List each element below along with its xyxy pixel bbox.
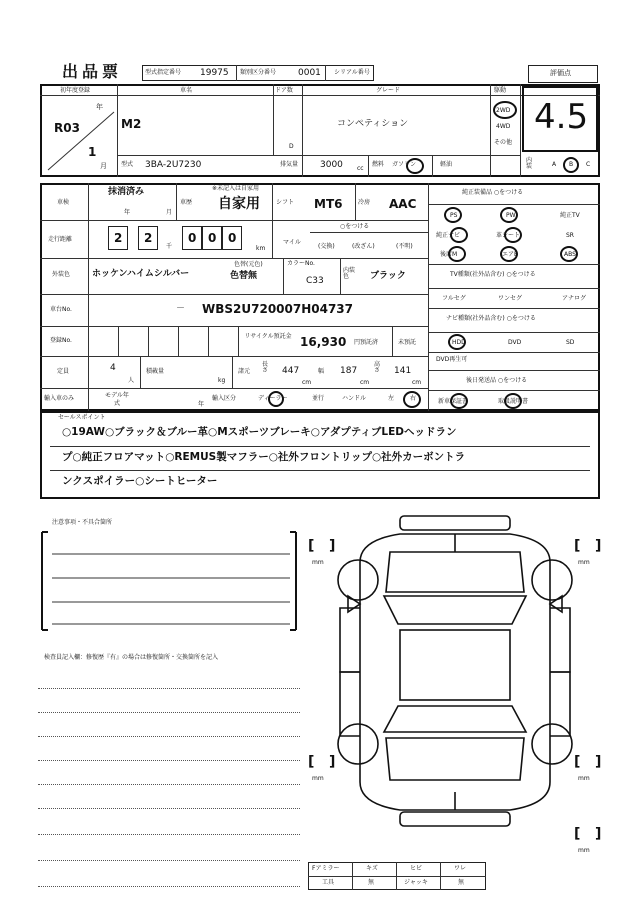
tv-oneseg: ワンセグ [498, 295, 523, 302]
handle-right: 右 [410, 395, 417, 402]
month-suffix: 月 [100, 162, 107, 170]
recycle-not-deposited: 未預託 [398, 339, 417, 346]
handle-right-circle [403, 391, 421, 408]
nav-sd: SD [566, 339, 575, 346]
diesel-label: 軽油 [440, 161, 453, 168]
nav-hdd: HDD [452, 339, 466, 346]
interior-color-label: 内装色 [343, 267, 356, 280]
equip-airbag-circle [500, 246, 518, 262]
nav-hdd-circle [448, 334, 466, 350]
color-no-value: C33 [306, 276, 324, 286]
later-manual-circle [504, 393, 522, 409]
length-unit: cm [302, 379, 312, 386]
mileage-label: 走行距離 [48, 236, 73, 243]
type-designation-label: 型式指定番号 [145, 69, 182, 76]
import-dealer-circle [268, 391, 284, 407]
mileage-circle-hint: ○をつける [340, 223, 370, 230]
capacity-value: 4 [110, 363, 116, 373]
sales-point-line-1: ○19AW○ブラック＆ブルー革○Mスポーツブレーキ○アダプティブLEDヘッドラン [62, 426, 457, 438]
later-warranty-circle [450, 393, 468, 409]
capacity-unit: 人 [128, 377, 135, 384]
interior-label: 内装 [526, 157, 533, 170]
registration-diagonal [44, 98, 116, 174]
damage-value-scratch: 無 [368, 879, 375, 886]
equip-pw: PW [506, 212, 516, 219]
damage-value-jack: ジャッキ [404, 879, 428, 886]
equip-pw-circle [500, 207, 518, 223]
year-suffix: 年 [96, 103, 103, 111]
cooler-label: 冷房 [358, 199, 371, 206]
nav-title: ナビ種類(社外品含む) ○をつける [446, 315, 536, 322]
fuel-gasoline: ガソリン [392, 161, 417, 168]
mileage-opt-unknown: (不明) [396, 243, 413, 250]
score-label: 評価点 [550, 69, 571, 77]
mileage-digit-1: 2 [114, 231, 123, 245]
shift-label: シフト [276, 199, 295, 206]
height-value: 141 [394, 366, 412, 376]
sales-point-line-2: プ○純正フロアマット○REMUS製マフラー○社外フロントリップ○社外カーボントラ [62, 451, 466, 463]
tv-analog: アナログ [562, 295, 587, 302]
interior-color-value: ブラック [370, 271, 406, 281]
equip-navi: 純正ナビ [436, 232, 461, 239]
sales-points-label: セールスポイント [58, 414, 106, 421]
fuel-gasoline-circle [406, 158, 424, 174]
type-designation-value: 19975 [200, 68, 229, 78]
mileage-unit: km [256, 245, 266, 252]
length-label: 長さ [262, 361, 269, 374]
inspector-label: 検査員記入欄：修復歴『有』の場合は修復箇所・交換箇所を記入 [44, 654, 219, 661]
tv-title: TV種類(社外品含む) ○をつける [450, 271, 536, 278]
car-name: M2 [121, 117, 142, 131]
equip-ps: PS [450, 212, 458, 219]
damage-value-tools: 工具 [322, 879, 335, 886]
registration-no-label: 登録No. [50, 337, 72, 344]
damage-value-break: 無 [458, 879, 465, 886]
later-warranty: 新車保証書 [438, 398, 469, 405]
vin-value: WBS2U720007H04737 [202, 302, 354, 316]
score-value: 4.5 [534, 97, 589, 137]
length-value: 447 [282, 366, 300, 376]
mm-rear-right: mm [578, 775, 590, 782]
use-note: ※未記入は自家用 [212, 185, 260, 192]
later-title: 後日発送品 ○をつける [466, 377, 528, 384]
mm-front-right: mm [578, 559, 590, 566]
document-title: 出品票 [62, 62, 123, 81]
model-year-label: モデル年式 [105, 392, 129, 407]
drive-label: 駆動 [494, 87, 507, 94]
height-unit: cm [412, 379, 422, 386]
interior-grade-b: B [569, 161, 574, 168]
equip-rear-monitor: 後席M [440, 251, 458, 258]
equip-navi-circle [450, 227, 468, 243]
mileage-digit-4: 0 [208, 231, 217, 245]
mileage-opt-mile: マイル [283, 239, 301, 246]
mm-bottom: mm [578, 847, 590, 854]
inspection-status: 抹消済み [108, 187, 145, 197]
first-registration-label: 初年度登録 [60, 87, 91, 94]
recycle-deposited: 円預託済 [354, 339, 379, 346]
later-manual: 取扱説明書 [498, 398, 529, 405]
inspection-month: 月 [166, 209, 173, 216]
load-unit: kg [218, 377, 226, 384]
width-unit: cm [360, 379, 370, 386]
interior-grade-c: C [586, 161, 591, 168]
displacement-value: 3000 [320, 160, 343, 170]
drive-other: その他 [494, 139, 513, 146]
caution-box [38, 526, 300, 636]
equip-sr: SR [566, 232, 574, 239]
door-d: D [289, 143, 294, 150]
dims-label: 諸元 [238, 368, 251, 375]
color-change-label: 色替(元色) [234, 261, 263, 268]
damage-header-crack: ヒビ [410, 865, 423, 872]
grade-label: グレード [376, 87, 401, 94]
dvd-playback: DVD再生可 [436, 356, 468, 363]
sales-point-line-3: ンクスポイラー○シートヒーター [62, 475, 218, 487]
height-label: 高さ [374, 361, 381, 374]
mileage-digit-5: 0 [228, 231, 237, 245]
inspection-label: 車検 [57, 199, 70, 206]
model-year-unit: 年 [198, 401, 205, 408]
displacement-label: 排気量 [280, 161, 299, 168]
cooler-value: AAC [389, 197, 417, 211]
recycle-label: リサイクル預託金 [244, 333, 292, 340]
interior-grade-b-circle [563, 157, 579, 173]
mm-rear-left: mm [312, 775, 324, 782]
category-number-value: 0001 [298, 68, 321, 78]
color-change-value: 色替無 [230, 271, 258, 281]
drive-4wd: 4WD [496, 123, 511, 130]
vin-label: 車台No. [50, 306, 72, 313]
equip-rear-monitor-circle [448, 246, 466, 262]
bracket-front-left: [ ] [308, 538, 336, 554]
mileage-digit-2: 2 [144, 231, 153, 245]
capacity-label: 定員 [57, 368, 70, 375]
import-parallel: 並行 [312, 395, 325, 402]
width-value: 187 [340, 366, 358, 376]
car-diagram [300, 512, 620, 832]
mileage-opt-tamper: (改ざん) [352, 243, 375, 250]
bracket-bottom: [ ] [574, 826, 602, 842]
bracket-rear-left: [ ] [308, 754, 336, 770]
load-label: 積載量 [146, 368, 165, 375]
equip-abs: ABS [564, 251, 576, 258]
model-value: 3BA-2U7230 [145, 160, 202, 170]
mileage-opt-exchange: (交換) [318, 243, 335, 250]
color-label: 外装色 [52, 271, 71, 278]
equip-abs-circle [560, 246, 578, 262]
shift-value: MT6 [314, 197, 343, 211]
registration-era-year: R03 [54, 121, 80, 135]
import-dealer: ディーラー [258, 395, 288, 402]
category-number-label: 類別区分番号 [240, 69, 277, 76]
handle-left: 左 [388, 395, 395, 402]
interior-grade-a: A [552, 161, 557, 168]
mileage-thousand: 千 [166, 243, 173, 250]
bracket-rear-right: [ ] [574, 754, 602, 770]
grade-value: コンペティション [337, 119, 409, 129]
caution-label: 注意事項・不具合箇所 [52, 519, 113, 526]
door-count-label: ドア数 [275, 87, 293, 94]
drive-2wd-circle [493, 101, 517, 119]
registration-month: 1 [88, 145, 97, 159]
car-name-label: 車名 [180, 87, 193, 94]
tv-fullseg: フルセグ [442, 295, 466, 302]
mileage-digit-3: 0 [188, 231, 197, 245]
nav-dvd: DVD [508, 339, 522, 346]
use-value: 自家用 [218, 196, 260, 212]
import-division-label: 輸入区分 [212, 395, 237, 402]
displacement-unit: cc [357, 165, 364, 172]
mm-front-left: mm [312, 559, 324, 566]
fuel-label: 燃料 [372, 161, 385, 168]
damage-header-scratch: キズ [366, 865, 378, 872]
color-no-label: カラーNo. [287, 260, 315, 267]
equip-airbag: エアB [502, 251, 519, 258]
bracket-front-right: [ ] [574, 538, 602, 554]
import-only-label: 輸入車のみ [44, 395, 75, 402]
equip-tv: 純正TV [560, 212, 580, 219]
inspection-year: 年 [124, 209, 131, 216]
drive-2wd: 2WD [496, 107, 511, 114]
recycle-value: 16,930 [300, 335, 347, 349]
model-label: 型式 [121, 161, 134, 168]
vin-dash: － [176, 304, 186, 314]
damage-header-mirror: Fアミラー [312, 865, 340, 872]
handle-label: ハンドル [342, 395, 367, 402]
use-label: 車歴 [180, 199, 193, 206]
equipment-title: 純正装備品 ○をつける [462, 189, 524, 196]
serial-number-label: シリアル番号 [334, 69, 370, 76]
equip-leather: 革シート [496, 232, 521, 239]
exterior-color: ホッケンハイムシルバー [92, 269, 190, 279]
equip-ps-circle [444, 207, 462, 223]
damage-header-break: ワレ [454, 865, 467, 872]
equip-leather-circle [504, 227, 522, 243]
width-label: 幅 [318, 368, 325, 375]
